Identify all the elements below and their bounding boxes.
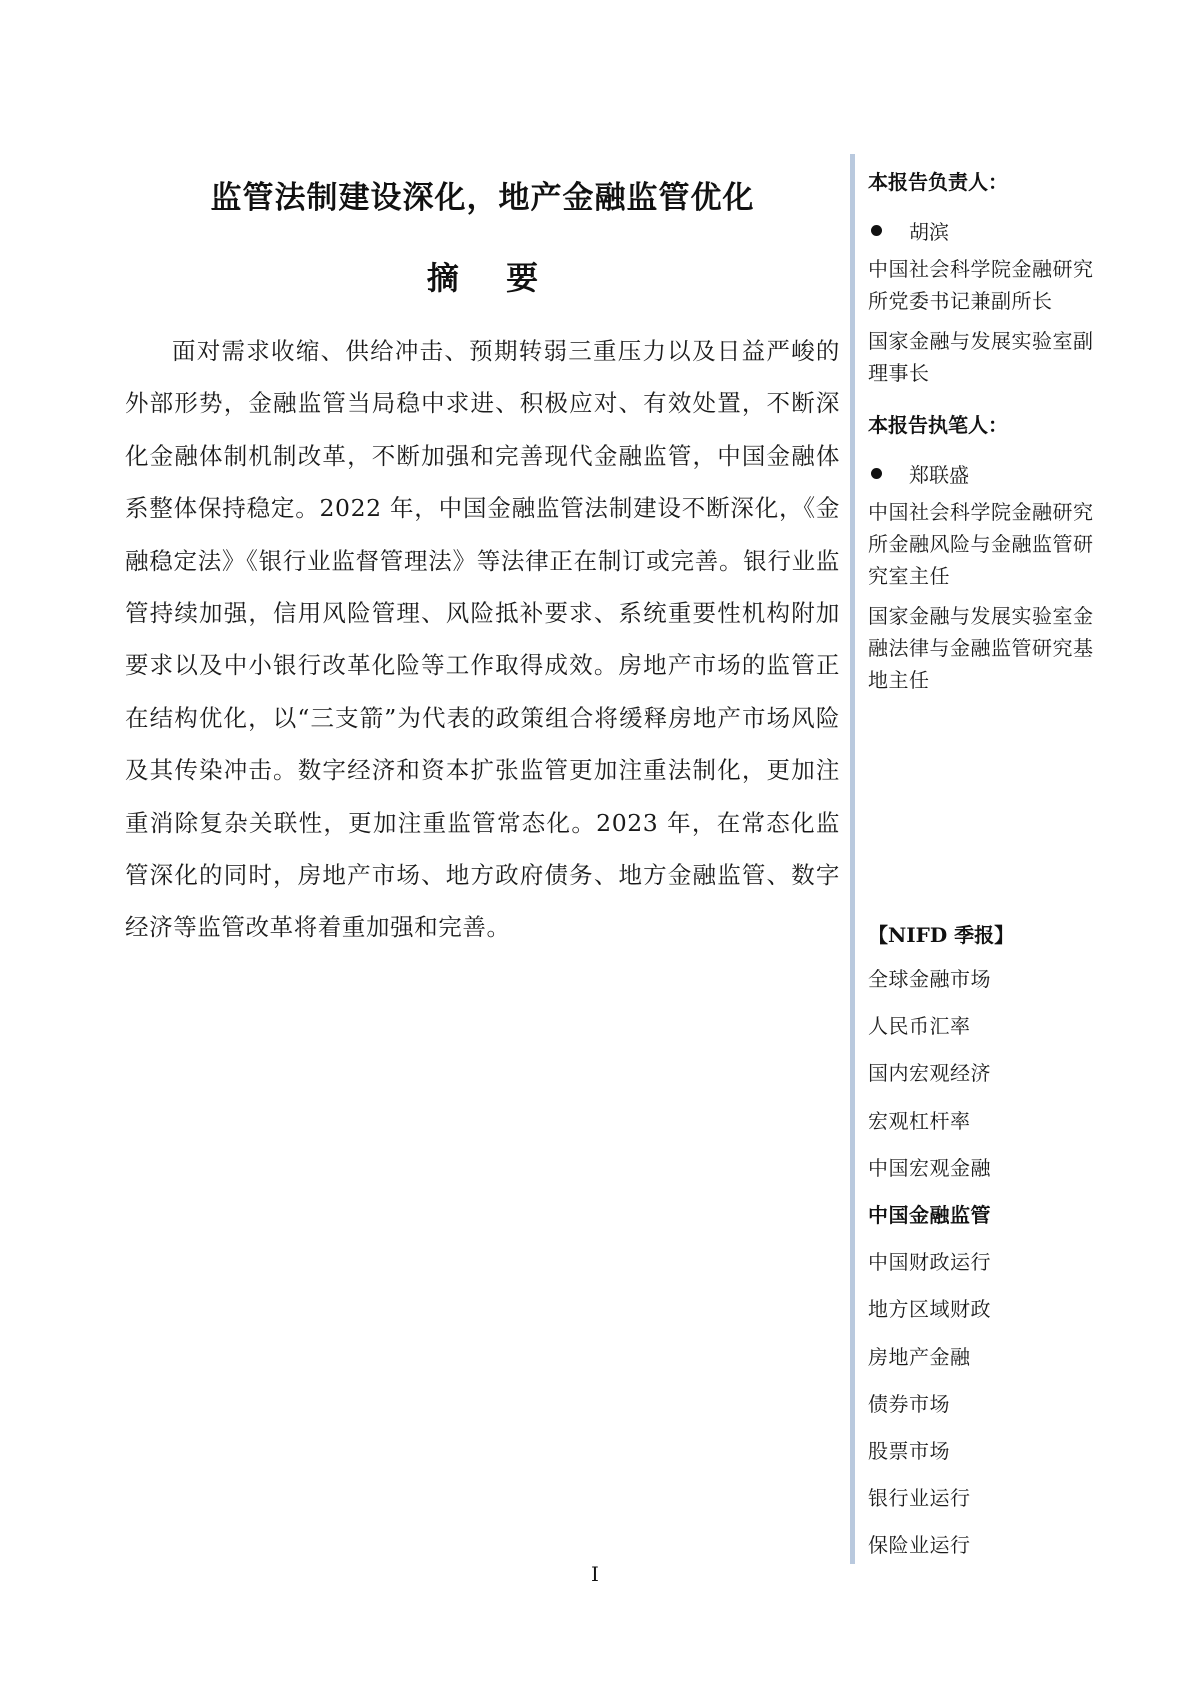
report-series-item: 债券市场 xyxy=(868,1391,950,1416)
author-name: 郑联盛 xyxy=(909,462,969,487)
responsible-name: 胡滨 xyxy=(909,219,949,244)
sidebar xyxy=(850,154,1095,1564)
report-series-item: 全球金融市场 xyxy=(868,967,991,991)
abstract-heading: 摘 要 xyxy=(426,259,557,297)
report-series-item: 中国财政运行 xyxy=(868,1250,991,1275)
author-person xyxy=(868,460,1100,486)
report-series-item: 地方区域财政 xyxy=(868,1297,991,1322)
responsible-affiliation-2: 国家金融与发展实验室副理事长 xyxy=(868,329,1094,385)
author-heading: 本报告执笔人： xyxy=(868,413,1008,437)
report-series-item: 股票市场 xyxy=(868,1438,950,1463)
report-series-item: 中国宏观金融 xyxy=(868,1155,991,1180)
report-title: 监管法制建设深化，地产金融监管优化 xyxy=(210,180,755,216)
main-column xyxy=(125,150,840,954)
responsible-person xyxy=(868,217,1100,243)
page-number: I xyxy=(591,1562,599,1586)
report-series-item: 宏观杠杆率 xyxy=(868,1108,971,1133)
bullet-icon xyxy=(871,225,882,236)
report-series-item: 人民币汇率 xyxy=(868,1014,971,1039)
report-series-list xyxy=(868,964,991,1577)
abstract-paragraph: 面对需求收缩、供给冲击、预期转弱三重压力以及日益严峻的外部形势，金融监管当局稳中求进、积极应对、有效处置，不断深化金融体制机制改革，不断加强和完善现代金融监管，中国金融体系整体保持稳定。2022 年，中国金融监管法制建设不断深化，《金融稳定法》《银行业监督管理法》等法律正在制订或完善。银行业监管持续加强，信用风险管理、风险抵补要求、系统重要性机构附加要求以及中小银行改革化险等工作取得成效。房地产市场的监管正在结构优化，以“三支箭”为代表的政策组合将缓释房地产市场风险及其传染冲击。数字经济和资本扩张监管更加注重法制化，更加注重消除复杂关联性，更加注重监管常态化。2023 年，在常态化监管深化的同时，房地产市场、地方政府债务、地方金融监管、数字经济等监管改革将着重加强和完善。 xyxy=(125,337,840,942)
report-series-item: 银行业运行 xyxy=(868,1486,971,1511)
report-series-item: 中国金融监管 xyxy=(868,1202,991,1227)
report-series-item: 保险业运行 xyxy=(868,1533,971,1558)
report-series-item: 房地产金融 xyxy=(868,1344,971,1369)
bullet-icon xyxy=(871,468,882,479)
author-affiliation-1: 中国社会科学院金融研究所金融风险与金融监管研究室主任 xyxy=(868,500,1094,588)
report-series-item: 国内宏观经济 xyxy=(868,1061,991,1086)
report-series-heading: 【NIFD 季报】 xyxy=(868,923,1015,947)
responsible-heading: 本报告负责人： xyxy=(868,170,1008,194)
responsible-affiliation-1: 中国社会科学院金融研究所党委书记兼副所长 xyxy=(868,257,1094,313)
authors-section xyxy=(868,154,1100,696)
author-affiliation-2: 国家金融与发展实验室金融法律与金融监管研究基地主任 xyxy=(868,604,1094,692)
